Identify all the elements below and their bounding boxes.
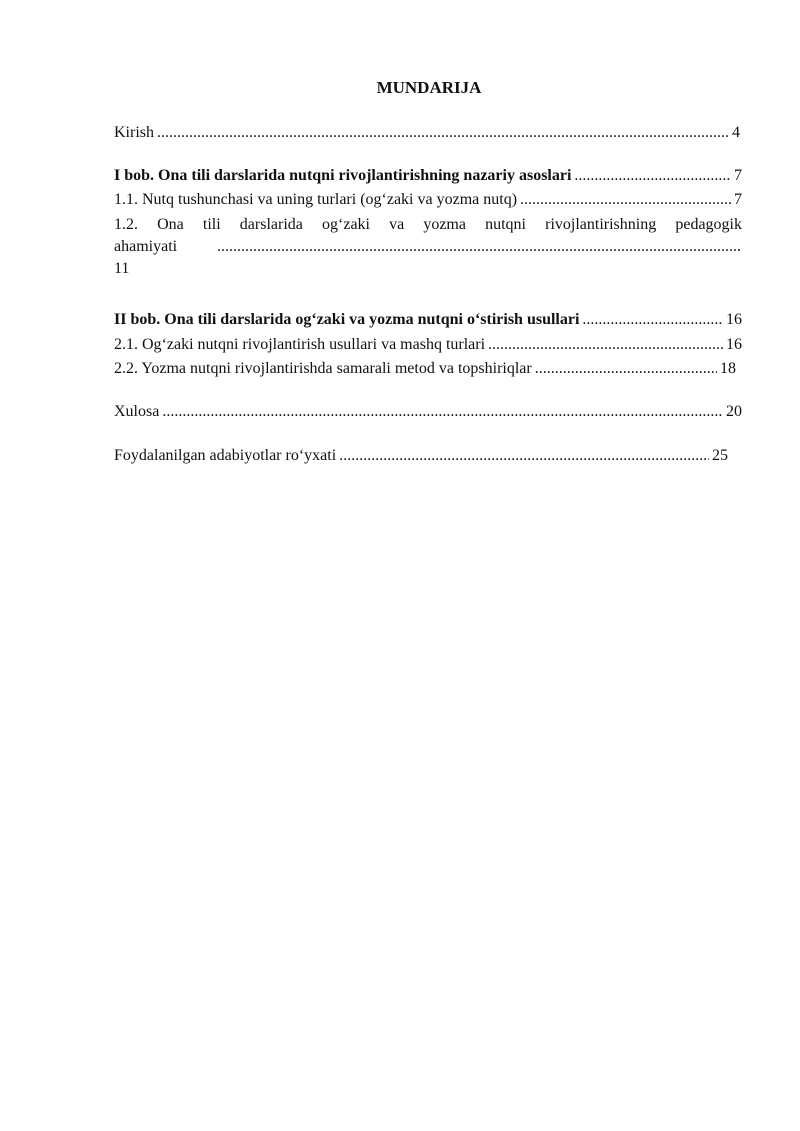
toc-page-number: 11: [114, 260, 130, 277]
toc-entry-label: 1.2. Ona tili darslarida og‘zaki va yozma nutqni rivojlantirishning pedagogik: [114, 216, 742, 233]
toc-entry-label: I bob. Ona tili darslarida nutqni rivojlantirishning nazariy asoslari: [114, 167, 572, 184]
toc-page-number: 18: [720, 360, 736, 377]
toc-entry-kirish[interactable]: [114, 122, 740, 144]
toc-leader-dots: [520, 189, 731, 211]
toc-entry-section-1-2[interactable]: [114, 214, 742, 280]
toc-entry-xulosa[interactable]: [114, 401, 742, 423]
toc-page-number: 7: [734, 191, 742, 208]
toc-page-number: 16: [726, 336, 742, 353]
toc-entry-section-2-1[interactable]: [114, 334, 742, 356]
toc-leader-dots: [488, 334, 723, 356]
toc-leader-dots: [339, 445, 709, 467]
toc-leader-dots: [574, 165, 731, 187]
toc-entry-label: II bob. Ona tili darslarida og‘zaki va yozma nutqni o‘stirish usullari: [114, 311, 580, 328]
toc-entry-references[interactable]: [114, 445, 728, 467]
toc-entry-label: 1.1. Nutq tushunchasi va uning turlari (og‘zaki va yozma nutq): [114, 191, 518, 208]
toc-entry-label: Xulosa: [114, 403, 160, 420]
toc-page-number: 16: [726, 311, 742, 328]
toc-page-number: 4: [732, 124, 740, 141]
toc-leader-dots: [582, 309, 723, 331]
toc-page-number: 20: [726, 403, 742, 420]
toc-entry-label: 2.2. Yozma nutqni rivojlantirishda samarali metod va topshiriqlar: [114, 360, 532, 377]
toc-entry-label: Kirish: [114, 124, 154, 141]
toc-entry-chapter-1[interactable]: [114, 165, 742, 187]
toc-entry-section-1-1[interactable]: [114, 189, 742, 211]
toc-entry-chapter-2[interactable]: [114, 309, 742, 331]
toc-entry-label-continued: ahamiyati: [114, 238, 178, 255]
toc-entry-section-2-2[interactable]: [114, 358, 736, 380]
toc-entry-label: 2.1. Og‘zaki nutqni rivojlantirish usullari va mashq turlari: [114, 336, 486, 353]
toc-leader-dots: [535, 358, 717, 380]
toc-leader-dots: [217, 236, 742, 258]
toc-page-number: 25: [712, 447, 728, 464]
toc-title: MUNDARIJA: [376, 78, 482, 97]
toc-entry-continuation: [114, 236, 742, 258]
toc-entry-label: Foydalanilgan adabiyotlar ro‘yxati: [114, 447, 337, 464]
toc-leader-dots: [162, 401, 723, 423]
toc-page-number: 7: [734, 167, 742, 184]
toc-leader-dots: [157, 122, 729, 144]
